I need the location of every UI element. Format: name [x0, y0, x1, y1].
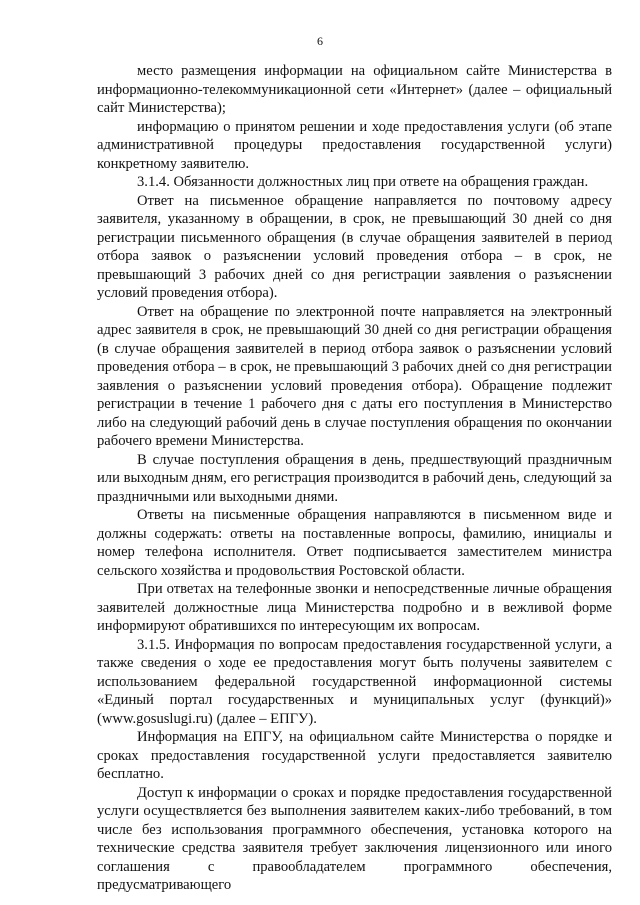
paragraph-response-content: Ответы на письменные обращения направляются в письменном виде и должны содержать: ответы на поставленные вопросы, фамилию, инициалы и номер телефона исполнителя. Ответ подписывается заместителем министра сельского хозяйства и продовольствия Ростовской области.: [97, 507, 612, 579]
paragraph-phone-calls: При ответах на телефонные звонки и непосредственные личные обращения заявителей должностные лица Министерства подробно и в вежливой форме информируют обратившихся по интересующим их вопросам.: [97, 581, 612, 634]
paragraph-email-response: Ответ на обращение по электронной почте направляется на электронный адрес заявителя в срок, не превышающий 30 дней со дня регистрации обращения (в случае обращения заявителей в период отбора заявок о разъяснении условий проведения отбора – в срок, не превышающий 3 рабочих дней со дня регистрации заявления о разъяснении условий проведения отбора). Обращение подлежит регистрации в течение 1 рабочего дня с даты его поступления в Министерство либо на следующий рабочий день в случае поступления обращения по окончании рабочего времени Министерства.: [97, 303, 612, 449]
paragraph-holiday-registration: В случае поступления обращения в день, предшествующий праздничным или выходным дням, его регистрация производится в рабочий день, следующий за праздничными или выходными днями.: [97, 451, 612, 505]
page-number: 6: [317, 34, 323, 48]
document-body: [97, 62, 612, 895]
paragraph-access-information: Доступ к информации о сроках и порядке предоставления государственной услуги осуществляется без выполнения заявителем каких-либо требований, в том числе без использования программного обеспечения, установка которого на технические средства заявителя требует заключения лицензионного или иного соглашения с правообладателем программного обеспечения, предусматривающего: [97, 784, 612, 893]
paragraph-written-response: Ответ на письменное обращение направляется по почтовому адресу заявителя, указанному в обращении, в срок, не превышающий 30 дней со дня регистрации письменного обращения (в случае обращения заявителей в период отбора заявок о разъяснении условий проведения отбора – в срок, не превышающий 3 рабочих дней со дня регистрации заявления о разъяснении условий проведения отбора).: [97, 192, 612, 301]
paragraph-section-3-1-4-heading: 3.1.4. Обязанности должностных лиц при ответе на обращения граждан.: [137, 174, 589, 190]
paragraph-free-information: Информация на ЕПГУ, на официальном сайте Министерства о порядке и сроках предоставления государственной услуги предоставляется заявителю бесплатно.: [97, 729, 612, 782]
paragraph-decision-info: информацию о принятом решении и ходе предоставления услуги (об этапе административной процедуры предоставления государственной услуги) конкретному заявителю.: [97, 118, 612, 172]
paragraph-section-3-1-5-epgu: 3.1.5. Информация по вопросам предоставления государственной услуги, а также сведения о ходе ее предоставления могут быть получены заявителем с использованием федеральной государственной информационной системы «Единый портал государственных и муниципальных услуг (функций)» (www.gosuslugi.ru) (далее – ЕПГУ).: [97, 636, 612, 727]
paragraph-website-info: место размещения информации на официальном сайте Министерства в информационно-телекоммуникационной сети «Интернет» (далее – официальный сайт Министерства);: [97, 63, 612, 116]
